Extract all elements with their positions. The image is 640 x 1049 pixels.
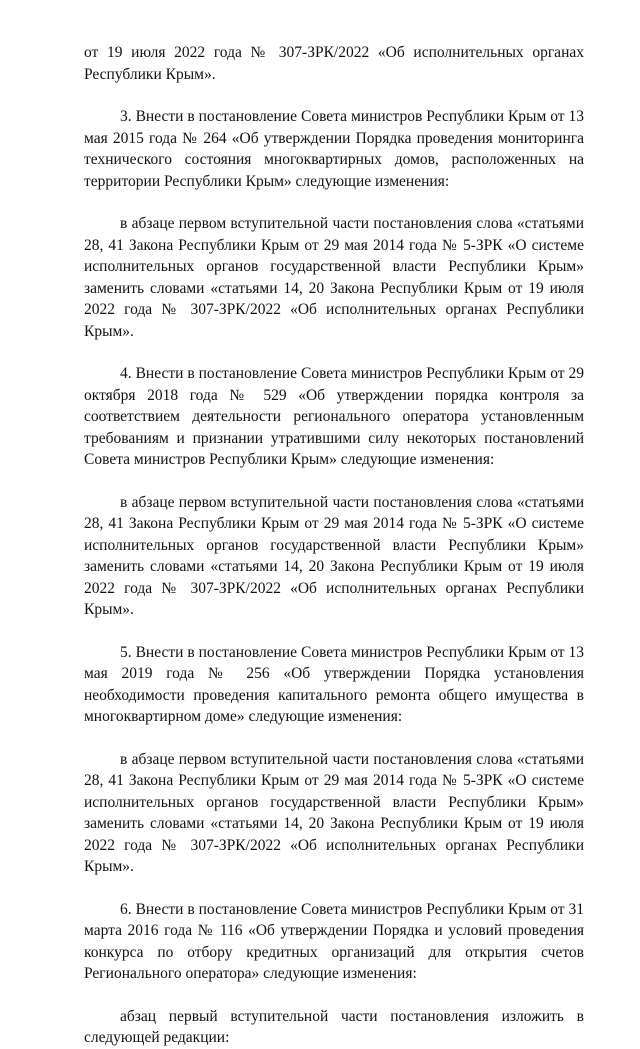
paragraph-continuation: от 19 июля 2022 года № 307-ЗРК/2022 «Об исполнительных органах Республики Крым». xyxy=(84,44,584,83)
paragraph-item-3: 3. Внести в постановление Совета министров Республики Крым от 13 мая 2015 года № 264 «Об утверждении Порядка проведения мониторинга технического состояния многоквартирных домов, расположенных на территории Республики Крым» следующие изменения: xyxy=(84,108,584,190)
paragraph-item-6-change: абзац первый вступительной части постановления изложить в следующей редакции: xyxy=(84,1007,584,1046)
paragraph-item-4: 4. Внести в постановление Совета министров Республики Крым от 29 октября 2018 года № 529 «Об утверждении порядка контроля за соответствием деятельности регионального оператора установленным требованиям и признании утратившими силу некоторых постановлений Совета министров Республики Крым» следующие изменения: xyxy=(84,365,584,468)
paragraph-item-6: 6. Внести в постановление Совета министров Республики Крым от 31 марта 2016 года № 116 «Об утверждении Порядка и условий проведения конкурса по отбору кредитных организаций для открытия счетов Регионального оператора» следующие изменения: xyxy=(84,900,584,982)
paragraph-item-5-change: в абзаце первом вступительной части постановления слова «статьями 28, 41 Закона Республики Крым от 29 мая 2014 года № 5-ЗРК «О системе исполнительных органов государственной власти Республики Крым» заменить словами «статьями 14, 20 Закона Республики Крым от 19 июля 2022 года № 307-ЗРК/2022 «Об исполнительных органах Республики Крым». xyxy=(84,750,584,875)
paragraph-item-3-change: в абзаце первом вступительной части постановления слова «статьями 28, 41 Закона Республики Крым от 29 мая 2014 года № 5-ЗРК «О системе исполнительных органов государственной власти Республики Крым» заменить словами «статьями 14, 20 Закона Республики Крым от 19 июля 2022 года № 307-ЗРК/2022 «Об исполнительных органах Республики Крым». xyxy=(84,215,584,340)
paragraph-item-5: 5. Внести в постановление Совета министров Республики Крым от 13 мая 2019 года № 256 «Об утверждении Порядка установления необходимости проведения капитального ремонта общего имущества в многоквартирном доме» следующие изменения: xyxy=(84,643,584,725)
paragraph-item-4-change: в абзаце первом вступительной части постановления слова «статьями 28, 41 Закона Республики Крым от 29 мая 2014 года № 5-ЗРК «О системе исполнительных органов государственной власти Республики Крым» заменить словами «статьями 14, 20 Закона Республики Крым от 19 июля 2022 года № 307-ЗРК/2022 «Об исполнительных органах Республики Крым». xyxy=(84,493,584,618)
